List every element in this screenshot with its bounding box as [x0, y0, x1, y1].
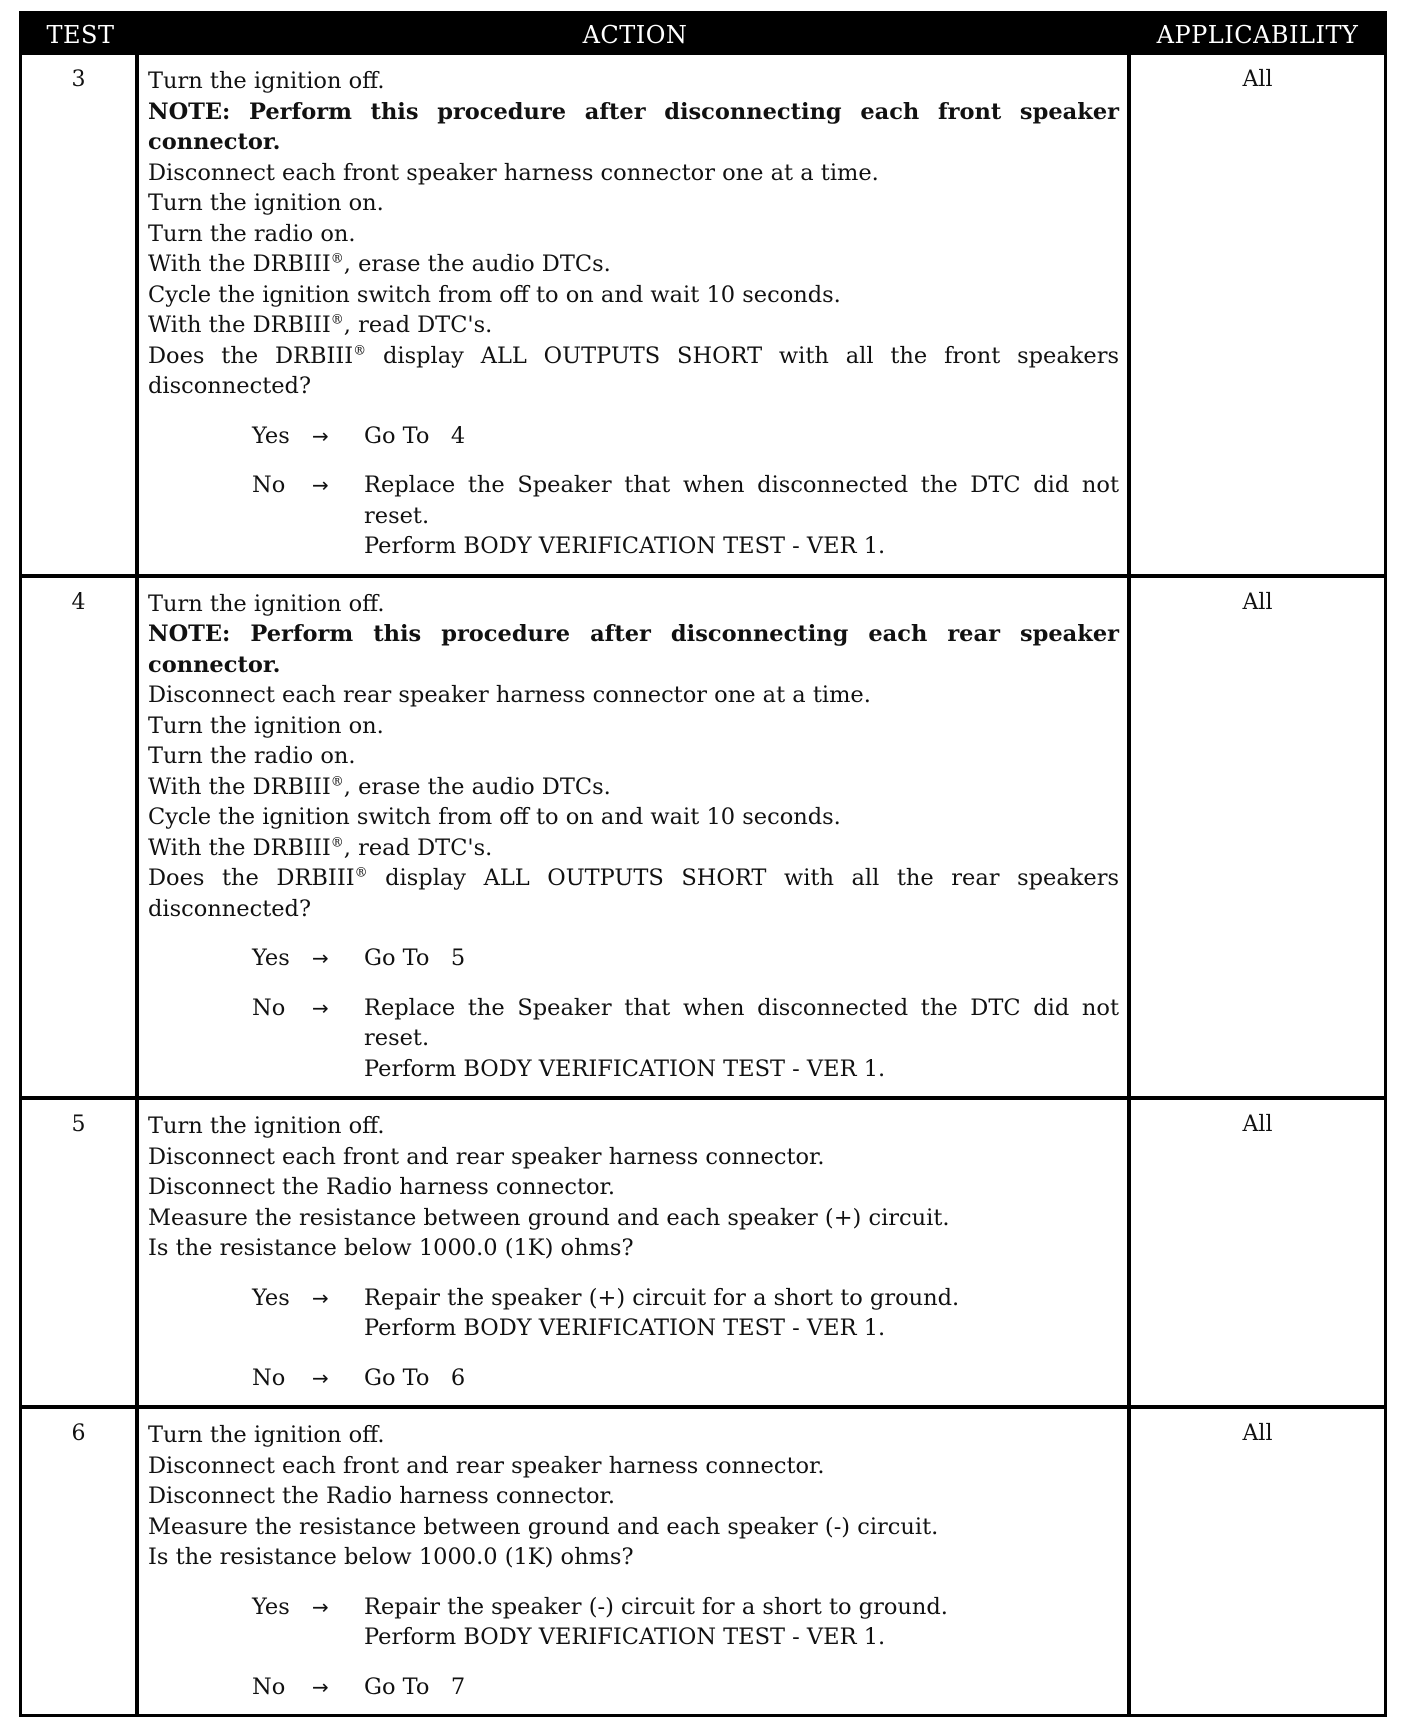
action-question: Is the resistance below 1000.0 (1K) ohms? — [148, 1235, 634, 1261]
right-arrow-icon: → — [312, 995, 329, 1020]
right-arrow-icon: → — [312, 1285, 329, 1310]
action-question: Is the resistance below 1000.0 (1K) ohms? — [148, 1544, 634, 1570]
action-step: Turn the ignition on. — [148, 712, 384, 739]
outcome-label: Yes — [252, 1284, 290, 1311]
action-cell — [139, 1100, 1131, 1405]
test-row-3 — [22, 55, 1384, 574]
right-arrow-icon: → — [312, 1594, 329, 1619]
action-step: Turn the radio on. — [148, 743, 356, 769]
outcome-label: Yes — [252, 945, 290, 971]
applicability-cell: All — [1242, 67, 1273, 92]
action-step: Disconnect the Radio harness connector. — [148, 1483, 615, 1509]
right-arrow-icon: → — [312, 1674, 329, 1699]
outcome-no — [148, 1363, 1119, 1394]
action-step: Cycle the ignition switch from off to on and wait 10 seconds. — [148, 281, 841, 308]
outcome-result: Replace the Speaker that when disconnected the DTC did not reset. Perform BODY VERIFICATION TEST - VER 1. — [364, 472, 1119, 559]
outcome-label: Yes — [252, 422, 290, 449]
action-step: Measure the resistance between ground and each speaker (-) circuit. — [148, 1513, 939, 1540]
header-applicability: APPLICABILITY — [1156, 20, 1359, 49]
outcome-result: Go To 5 — [364, 945, 466, 971]
right-arrow-icon: → — [312, 1365, 329, 1390]
action-step: Turn the ignition off. — [148, 590, 385, 617]
outcome-label: Yes — [252, 1593, 290, 1620]
test-number: 4 — [22, 578, 139, 1097]
test-number: 3 — [22, 55, 139, 574]
diagnostic-test-table — [19, 11, 1387, 1717]
test-number: 5 — [22, 1100, 139, 1405]
outcome-yes — [148, 1592, 1119, 1653]
test-number: 6 — [22, 1409, 139, 1714]
action-question: Does the DRBIII® display ALL OUTPUTS SHORT with all the rear speakers disconnected? — [148, 865, 1119, 922]
outcome-label: No — [252, 472, 286, 498]
right-arrow-icon: → — [312, 473, 329, 497]
action-note: NOTE: Perform this procedure after disconnecting each rear speaker connector. — [148, 621, 1119, 678]
action-step: With the DRBIII®, read DTC's. — [148, 312, 493, 338]
applicability-cell: All — [1242, 1421, 1273, 1446]
action-step: Measure the resistance between ground and each speaker (+) circuit. — [148, 1204, 950, 1231]
action-step: Disconnect each front and rear speaker harness connector. — [148, 1143, 825, 1170]
test-row-6 — [22, 1405, 1384, 1714]
action-step: Turn the radio on. — [148, 220, 356, 247]
action-step: With the DRBIII®, read DTC's. — [148, 834, 493, 861]
action-step: Disconnect each front speaker harness connector one at a time. — [148, 159, 879, 186]
outcome-no — [148, 1672, 1119, 1703]
action-step: Turn the ignition off. — [148, 1113, 385, 1139]
outcome-result: Replace the Speaker that when disconnected the DTC did not reset. Perform BODY VERIFICATION TEST - VER 1. — [364, 994, 1119, 1082]
applicability-cell: All — [1242, 589, 1273, 615]
action-cell — [139, 55, 1131, 574]
table-header — [22, 14, 1384, 55]
outcome-no — [148, 993, 1119, 1085]
action-step: With the DRBIII®, erase the audio DTCs. — [148, 251, 611, 277]
action-note: NOTE: Perform this procedure after disconnecting each front speaker connector. — [148, 98, 1119, 155]
action-step: Turn the ignition off. — [148, 68, 385, 94]
action-cell — [139, 578, 1131, 1097]
action-question: Does the DRBIII® display ALL OUTPUTS SHORT with all the front speakers disconnected? — [148, 342, 1120, 399]
outcome-result: Repair the speaker (+) circuit for a short to ground. Perform BODY VERIFICATION TEST - VER 1. — [364, 1284, 960, 1341]
test-row-4 — [22, 574, 1384, 1097]
outcome-no — [148, 470, 1119, 562]
action-cell — [139, 1409, 1131, 1714]
action-step: Disconnect the Radio harness connector. — [148, 1174, 615, 1200]
outcome-yes — [148, 421, 1119, 452]
outcome-label: No — [252, 1673, 286, 1700]
outcome-yes — [148, 1283, 1119, 1344]
right-arrow-icon: → — [312, 946, 329, 970]
header-test: TEST — [46, 20, 115, 49]
action-step: Cycle the ignition switch from off to on and wait 10 seconds. — [148, 804, 841, 830]
action-step: Turn the ignition off. — [148, 1422, 385, 1448]
outcome-label: No — [252, 994, 286, 1021]
header-action: ACTION — [582, 20, 688, 49]
outcome-result: Go To 4 — [364, 422, 466, 449]
outcome-label: No — [252, 1364, 286, 1391]
action-step: Turn the ignition on. — [148, 190, 384, 216]
applicability-cell: All — [1242, 1112, 1273, 1137]
outcome-yes — [148, 943, 1119, 974]
outcome-result: Go To 7 — [364, 1673, 466, 1700]
action-step: Disconnect each front and rear speaker harness connector. — [148, 1452, 825, 1479]
outcome-result: Repair the speaker (-) circuit for a short to ground. Perform BODY VERIFICATION TEST - VER 1. — [364, 1593, 948, 1650]
action-step: With the DRBIII®, erase the audio DTCs. — [148, 773, 611, 800]
action-step: Disconnect each rear speaker harness connector one at a time. — [148, 682, 871, 708]
outcome-result: Go To 6 — [364, 1364, 466, 1391]
test-row-5 — [22, 1096, 1384, 1405]
right-arrow-icon: → — [312, 423, 329, 448]
